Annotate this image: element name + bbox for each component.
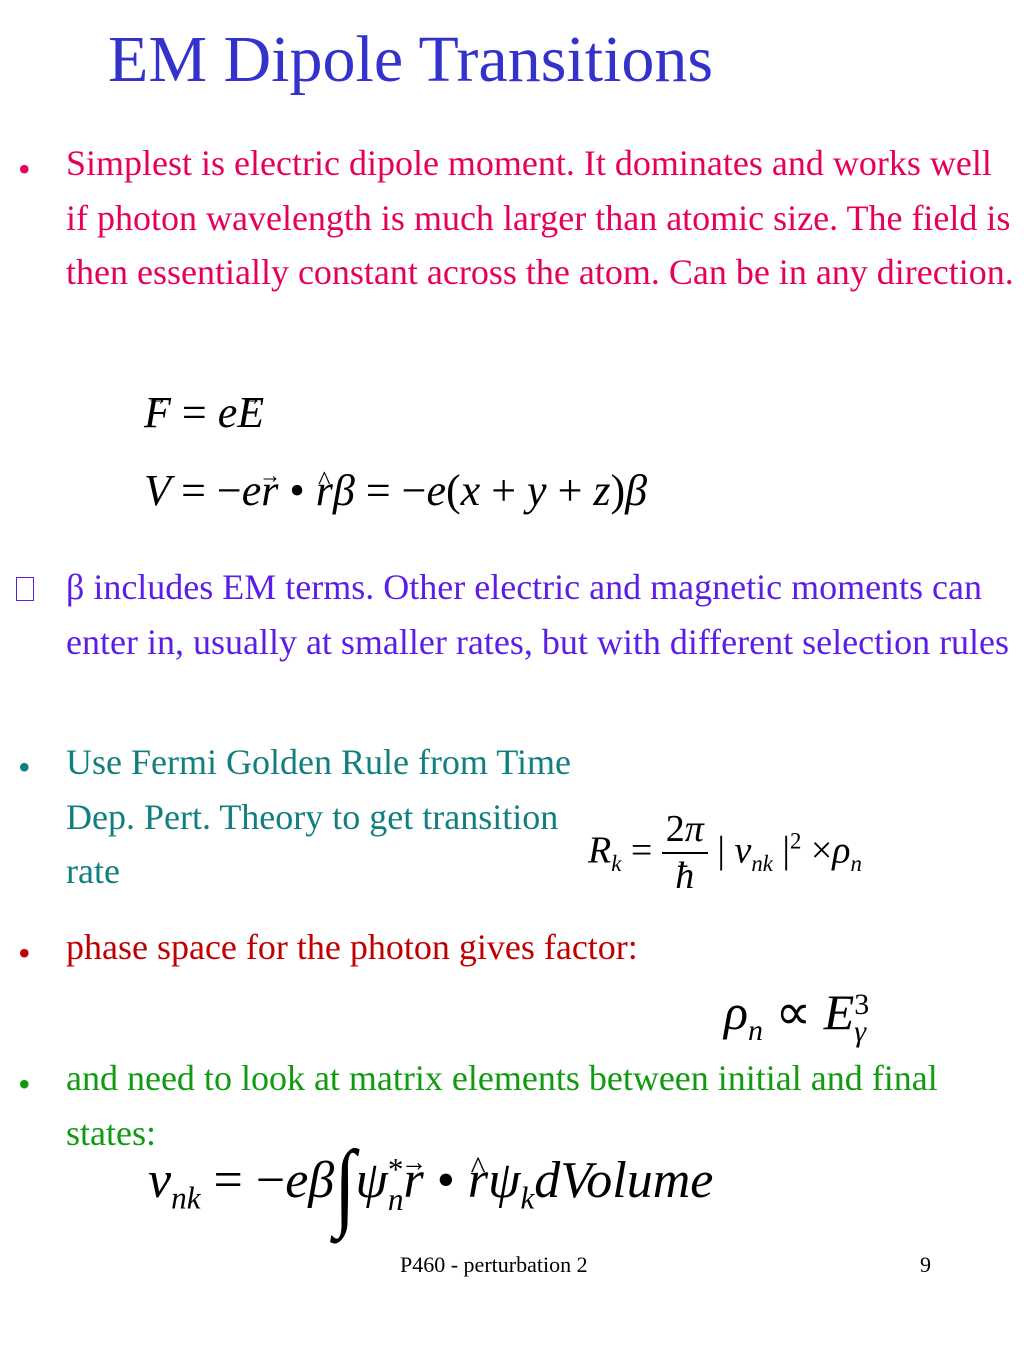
bullet-marker-2 (16, 571, 34, 613)
equation-matrix-element: $v_{nk} = -e\beta\int\psi$ * n → r • ^ $r\psi_kdVolume$ (148, 1148, 713, 1231)
bullet-marker-5: • (18, 1064, 31, 1104)
equation-potential: V = −e→ r • ^ rβ = −e(x + y + z)β (144, 463, 647, 519)
bullet-text-4: phase space for the photon gives factor: (66, 927, 638, 967)
bullet-text-2: β includes EM terms. Other electric and magnetic moments can enter in, usually at smaller rates, but with different selection rules (66, 567, 1010, 662)
equation-force: → F = e→ E (144, 385, 264, 441)
bullet-marker-3: • (18, 747, 31, 787)
bullet-text-1: Simplest is electric dipole moment. It dominates and works well if photon wavelength is much larger than atomic size. The field is then essentially constant across the atom. Can be in any direction. (66, 143, 1014, 292)
slide-title: EM Dipole Transitions (108, 23, 714, 96)
bullet-text-3: Use Fermi Golden Rule from Time Dep. Pert. Theory to get transition rate (66, 742, 571, 891)
equation-phase-space: $\rho_n \propto E$ 3 γ (724, 984, 870, 1048)
bullet-marker-1: • (18, 149, 31, 189)
bullet-text-5: and need to look at matrix elements between initial and final states: (66, 1058, 938, 1153)
page-number: 9 (920, 1252, 931, 1277)
equation-rate: $R_k$ = $\frac{2\pi}{ħ}$ | $v_{nk}$ $|^2 \times\rho_n$ (588, 808, 862, 897)
footer-text: P460 - perturbation 2 (400, 1252, 588, 1277)
bullet-marker-4: • (18, 933, 31, 973)
